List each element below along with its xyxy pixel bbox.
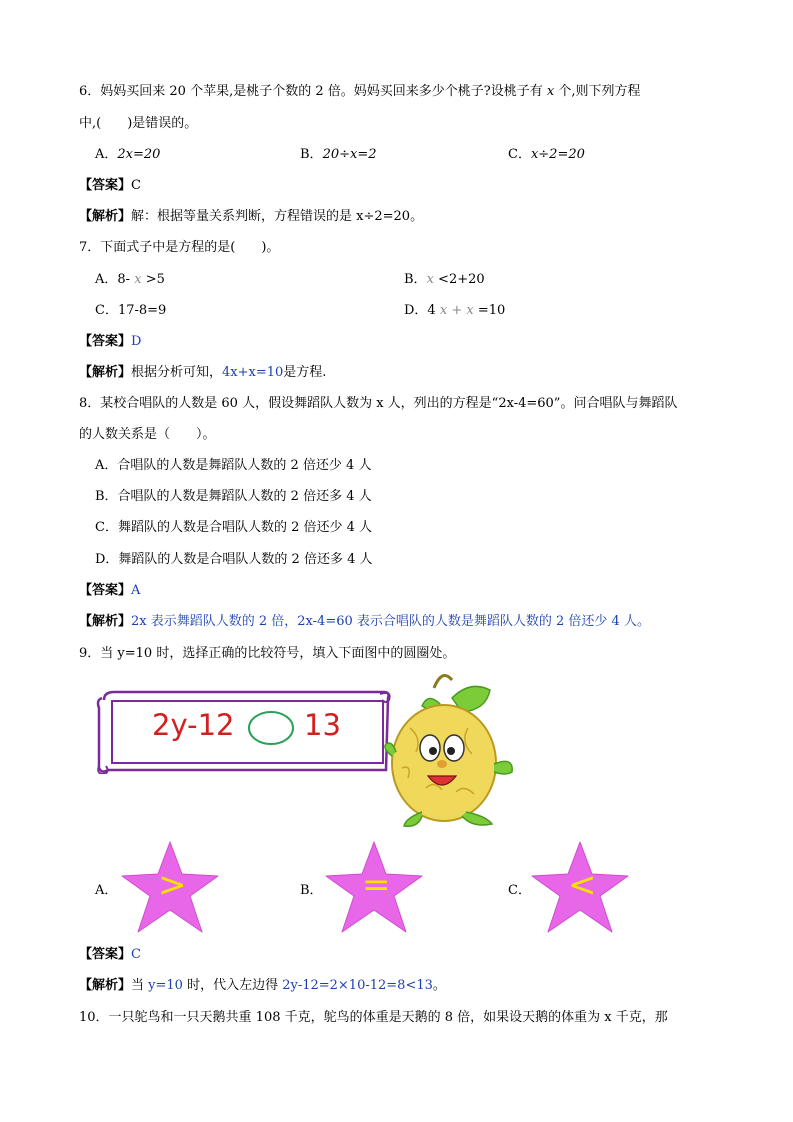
- board-left-expression: 2y-12: [152, 708, 235, 742]
- analysis-tag: 【解析】: [79, 978, 132, 993]
- q6-answer: [79, 178, 141, 194]
- analysis-equation: 2y-12=2×10-12=8<13: [282, 978, 433, 993]
- q7-option-d: [404, 303, 505, 319]
- q6-option-b-value: 20÷x=2: [322, 147, 377, 162]
- board-right-value: 13: [304, 708, 341, 742]
- q7-option-b: [404, 272, 485, 288]
- analysis-text: 解：根据等量关系判断，方程错误的是 x÷2=20。: [131, 209, 424, 224]
- q7-analysis: [79, 365, 326, 381]
- q6-line1-text: 6．妈妈买回来 20 个苹果,是桃子个数的 2 倍。妈妈买回来多少个桃子?设桃子有: [79, 84, 543, 99]
- analysis-tag: 【解析】: [79, 614, 132, 629]
- answer-tag: 【答案】: [79, 583, 132, 598]
- q10-line1: 10．一只鸵鸟和一只天鹅共重 108 千克，鸵鸟的体重是天鹅的 8 倍，如果设天鹅的体重为 x 千克，那: [79, 1010, 668, 1025]
- q8-answer: [79, 583, 140, 599]
- q9-option-c-label: C．: [508, 883, 531, 898]
- q7-option-a-x: x: [134, 272, 142, 287]
- analysis-y-value: y=10: [148, 978, 183, 993]
- q7-answer: [79, 334, 141, 350]
- analysis-text: 2x 表示舞蹈队人数的 2 倍，2x-4=60 表示合唱队的人数是舞蹈队人数的 2 倍还少 4 人。: [131, 614, 650, 629]
- q9-option-a-label: A．: [95, 883, 118, 898]
- q6-line1: [79, 84, 640, 100]
- q6-option-a: [95, 147, 160, 163]
- answer-value: D: [131, 334, 142, 349]
- q6-var: x: [546, 84, 555, 99]
- star-b-symbol: =: [362, 865, 391, 905]
- q8-option-a: A．合唱队的人数是舞蹈队人数的 2 倍还少 4 人: [95, 458, 372, 473]
- star-c-symbol: <: [568, 865, 597, 905]
- star-option-b[interactable]: [324, 838, 432, 938]
- q6-option-c: [508, 147, 585, 163]
- q8-option-c: C．舞蹈队的人数是合唱队人数的 2 倍还少 4 人: [95, 520, 373, 535]
- q7-option-a-label: A．8-: [95, 272, 131, 287]
- analysis-text-c: 时，代入左边得: [182, 978, 283, 993]
- analysis-text-c: 是方程.: [283, 365, 327, 380]
- answer-value: C: [131, 947, 141, 962]
- q6-option-c-value: x÷2=20: [530, 147, 585, 162]
- q8-analysis: [79, 614, 650, 630]
- star-a-symbol: >: [158, 865, 187, 905]
- q7-option-d-label: D．4: [404, 303, 436, 318]
- q7-option-b-x: x: [426, 272, 434, 287]
- q7-option-d-end: =10: [477, 303, 506, 318]
- q8-line2: 的人数关系是（ ）。: [79, 427, 216, 442]
- q9-analysis: [79, 978, 446, 994]
- analysis-text-a: 当: [131, 978, 149, 993]
- q6-line1-end: 个,则下列方程: [558, 84, 641, 99]
- scroll-board: [96, 688, 392, 774]
- answer-value: C: [131, 178, 141, 193]
- answer-tag: 【答案】: [79, 178, 132, 193]
- q8-option-b: B．合唱队的人数是舞蹈队人数的 2 倍还多 4 人: [95, 489, 372, 504]
- scroll-board-frame: [96, 688, 392, 774]
- answer-tag: 【答案】: [79, 947, 132, 962]
- q6-option-a-label: A．: [95, 147, 118, 162]
- analysis-text-e: 。: [432, 978, 446, 993]
- q7-option-d-plus: +: [451, 303, 463, 318]
- q6-line2: 中,( )是错误的。: [79, 116, 198, 131]
- analysis-equation: 4x+x=10: [222, 365, 284, 380]
- q6-option-b: [300, 147, 377, 163]
- q7-option-d-x1: x: [439, 303, 448, 318]
- q6-option-c-label: C．: [508, 147, 531, 162]
- q7-option-b-end: <2+20: [438, 272, 485, 287]
- q7-stem: 7．下面式子中是方程的是( )。: [79, 240, 280, 255]
- star-option-a[interactable]: [120, 838, 228, 938]
- q9-answer: [79, 947, 141, 963]
- answer-tag: 【答案】: [79, 334, 132, 349]
- q6-option-b-label: B．: [300, 147, 323, 162]
- answer-value: A: [131, 583, 141, 598]
- q9-stem: 9．当 y=10 时，选择正确的比较符号，填入下面图中的圆圈处。: [79, 646, 456, 661]
- q7-option-c: C．17-8=9: [95, 303, 167, 318]
- q7-option-b-label: B．: [404, 272, 427, 287]
- q8-line1: 8．某校合唱队的人数是 60 人，假设舞蹈队人数为 x 人，列出的方程是“2x-4=60”。问合唱队与舞蹈队: [79, 396, 678, 411]
- q9-option-b-label: B．: [300, 883, 323, 898]
- melon-character-illustration: [382, 668, 524, 833]
- analysis-text-a: 根据分析可知，: [131, 365, 223, 380]
- q7-option-a: [95, 272, 165, 288]
- q8-option-d: D．舞蹈队的人数是合唱队人数的 2 倍还多 4 人: [95, 552, 373, 567]
- q7-option-a-end: >5: [145, 272, 165, 287]
- analysis-tag: 【解析】: [79, 365, 132, 380]
- analysis-tag: 【解析】: [79, 209, 132, 224]
- q7-option-d-x2: x: [466, 303, 474, 318]
- q6-option-a-value: 2x=20: [117, 147, 161, 162]
- star-option-c[interactable]: [530, 838, 638, 938]
- q6-analysis: [79, 209, 423, 225]
